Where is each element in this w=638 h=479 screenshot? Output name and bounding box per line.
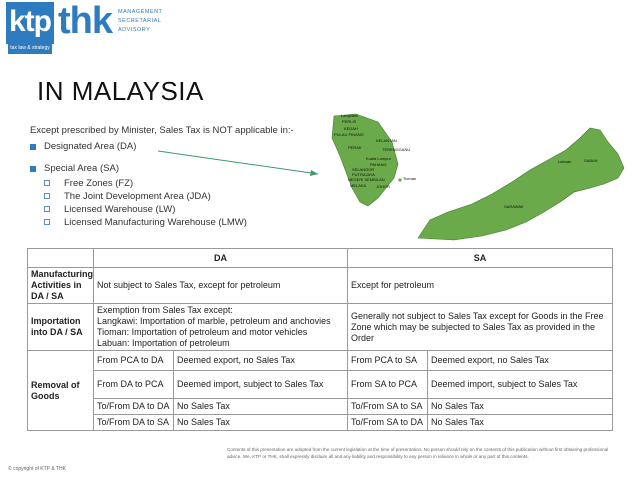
table-cell: Deemed export, no Sales Tax bbox=[174, 351, 348, 371]
map-label: SARAWAK bbox=[504, 204, 524, 209]
ktp-logo: ktp bbox=[6, 2, 54, 44]
map-label: SELANGOR bbox=[352, 167, 375, 172]
table-cell: From DA to PCA bbox=[94, 371, 174, 399]
table-cell: Deemed export, no Sales Tax bbox=[428, 351, 613, 371]
map-label: Langkawi bbox=[341, 113, 358, 118]
table-cell: From PCA to SA bbox=[348, 351, 428, 371]
table-cell: Not subject to Sales Tax, except for petroleum bbox=[94, 268, 348, 304]
table-header-cell bbox=[28, 249, 94, 268]
table-cell: To/From SA to SA bbox=[348, 399, 428, 415]
cell-line: Langkawi: Importation of marble, petroleum and anchovies bbox=[97, 316, 331, 326]
map-label: SABAH bbox=[584, 158, 598, 163]
table-cell bbox=[94, 304, 348, 351]
table-row bbox=[28, 304, 613, 351]
row-header: Removal of Goods bbox=[28, 351, 94, 431]
table-row bbox=[28, 268, 613, 304]
row-header: Importation into DA / SA bbox=[28, 304, 94, 351]
bullet-label: Special Area (SA) bbox=[44, 163, 119, 174]
bullet-label: Designated Area (DA) bbox=[44, 141, 137, 152]
table-row bbox=[28, 371, 613, 399]
table-cell: No Sales Tax bbox=[428, 415, 613, 431]
table-row bbox=[28, 399, 613, 415]
map-label: MELAKA bbox=[350, 183, 367, 188]
table-cell: No Sales Tax bbox=[174, 415, 348, 431]
table-cell: No Sales Tax bbox=[428, 399, 613, 415]
cell-line: Tioman: Importation of petroleum and motor vehicles bbox=[97, 327, 308, 337]
disclaimer-note: Contents of this presentation are adopted from the current legislation at the time of presentation. No person should rely on the contents of this publication without first obtaining professional advice. We, KTP or THK, shall expressly disclaim all and any liability and responsibility to any person in reliance in whole or any part of this contents. bbox=[227, 447, 609, 459]
map-label: Kuala Lumpur bbox=[366, 156, 391, 161]
table-cell: Generally not subject to Sales Tax except for Goods in the Free Zone which may be subjected to Sales Tax as provided in the Order bbox=[348, 304, 613, 351]
thk-line: MANAGEMENT bbox=[118, 9, 163, 15]
table-cell: Except for petroleum bbox=[348, 268, 613, 304]
sub-bullet-label: Free Zones (FZ) bbox=[64, 178, 134, 189]
map-label: PERLIS bbox=[342, 119, 357, 124]
sales-tax-table bbox=[27, 248, 613, 431]
table-cell: From SA to PCA bbox=[348, 371, 428, 399]
table-header-cell: SA bbox=[348, 249, 613, 268]
map-label: Labuan bbox=[558, 159, 572, 164]
table-cell: From PCA to DA bbox=[94, 351, 174, 371]
labuan-island bbox=[552, 162, 555, 165]
table-row bbox=[28, 351, 613, 371]
table-cell: To/From SA to DA bbox=[348, 415, 428, 431]
intro-text: Except prescribed by Minister, Sales Tax is NOT applicable in:- bbox=[30, 125, 294, 136]
thk-logo: thk bbox=[58, 0, 112, 42]
map-label: KELANTAN bbox=[376, 138, 397, 143]
table-cell: To/From DA to SA bbox=[94, 415, 174, 431]
map-label: JOHOR bbox=[376, 184, 390, 189]
map-label: PERAK bbox=[348, 145, 362, 150]
thk-line: ADVISORY bbox=[118, 27, 151, 33]
map-label: TERENGGANU bbox=[382, 147, 411, 152]
thk-line: SECRETARIAL bbox=[118, 18, 162, 24]
row-header: Manufacturing Activities in DA / SA bbox=[28, 268, 94, 304]
sub-bullet-label: The Joint Development Area (JDA) bbox=[64, 191, 211, 202]
sub-bullet-label: Licensed Manufacturing Warehouse (LMW) bbox=[64, 217, 247, 228]
tioman-island bbox=[398, 178, 401, 181]
table-header-cell: DA bbox=[94, 249, 348, 268]
map-label: PULAU PINANG bbox=[334, 132, 364, 137]
table-cell: Deemed import, subject to Sales Tax bbox=[174, 371, 348, 399]
map-label: KEDAH bbox=[344, 126, 358, 131]
table-cell: Deemed import, subject to Sales Tax bbox=[428, 371, 613, 399]
cell-line: Labuan: Importation of petroleum bbox=[97, 338, 230, 348]
map-label: PAHANG bbox=[370, 162, 387, 167]
table-cell: To/From DA to DA bbox=[94, 399, 174, 415]
ktp-tagline: tax law & strategy bbox=[8, 42, 52, 54]
table-row bbox=[28, 415, 613, 431]
map-label: PUTRAJAYA bbox=[352, 172, 375, 177]
cell-line: Exemption from Sales Tax except: bbox=[97, 305, 233, 315]
sub-bullet-label: Licensed Warehouse (LW) bbox=[64, 204, 176, 215]
table-cell: No Sales Tax bbox=[174, 399, 348, 415]
table-header-row bbox=[28, 249, 613, 268]
page-title: IN MALAYSIA bbox=[37, 76, 204, 106]
malaysia-map bbox=[322, 108, 627, 243]
copyright-text: © copyright of KTP & THK bbox=[8, 466, 66, 472]
map-label: Tioman bbox=[403, 176, 417, 181]
map-label: NEGERI SEMBILAN bbox=[348, 177, 385, 182]
borneo-landmass bbox=[418, 128, 624, 240]
langkawi-island bbox=[334, 118, 338, 122]
